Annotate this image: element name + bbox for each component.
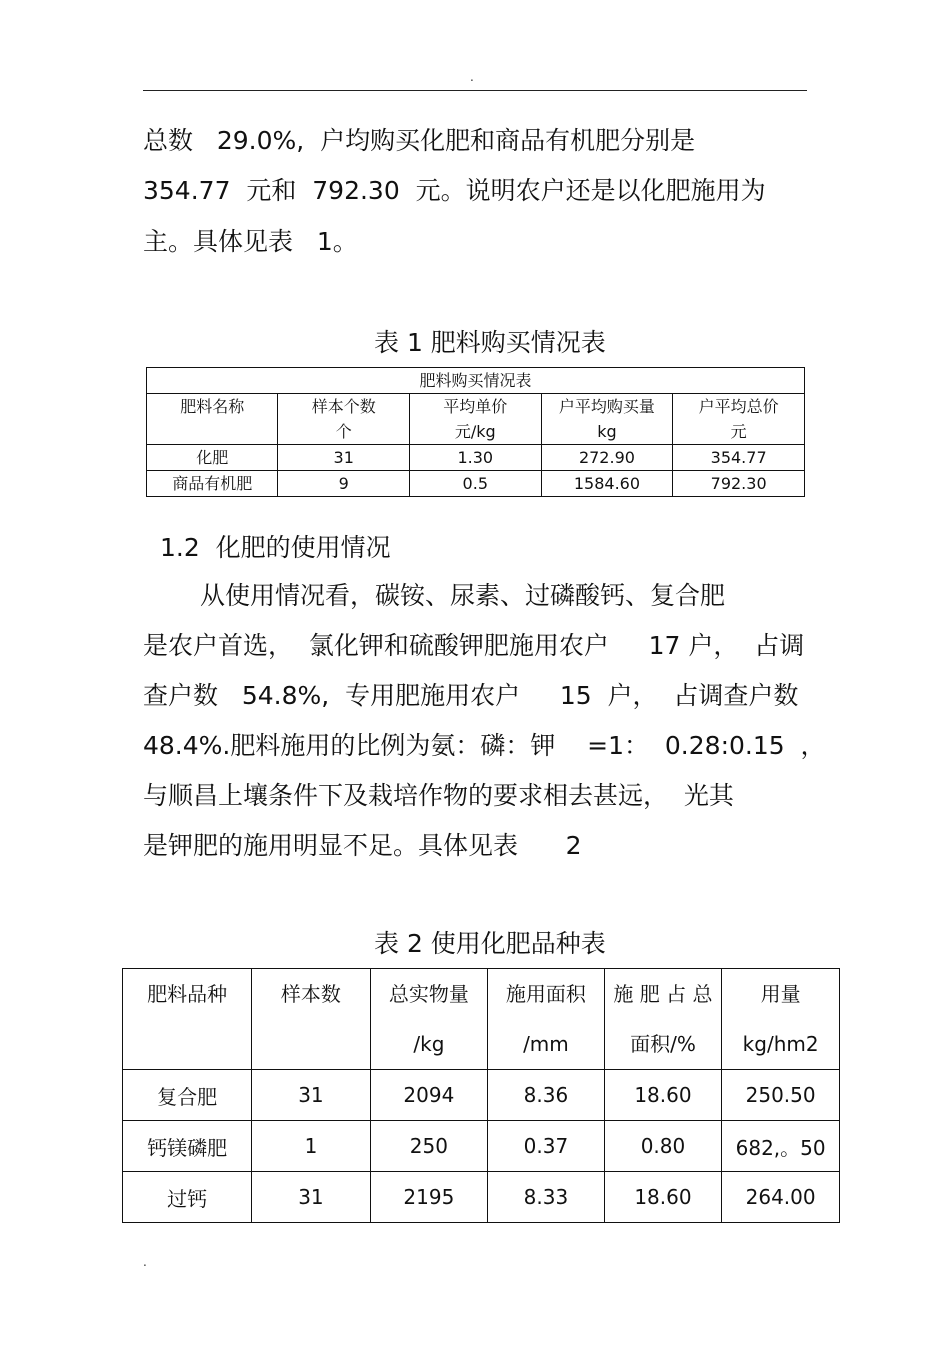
table1-caption: 表 1 肥料购买情况表 xyxy=(374,328,606,357)
table-row xyxy=(123,1070,840,1121)
section-heading: 1.2 化肥的使用情况 xyxy=(160,533,391,562)
table-cell: 8.36 xyxy=(488,1070,605,1121)
table-cell: 钙镁磷肥 xyxy=(123,1121,252,1172)
intro-line-3: 主。具体见表 1。 xyxy=(143,227,358,256)
table-row xyxy=(123,1121,840,1172)
header-rule xyxy=(143,90,807,91)
table-cell: 过钙 xyxy=(123,1172,252,1223)
table-cell: 0.5 xyxy=(409,471,541,497)
header-mark: . xyxy=(470,70,474,84)
body-line-6: 是钾肥的施用明显不足。具体见表 2 xyxy=(143,831,582,860)
table-cell: 1584.60 xyxy=(541,471,673,497)
table2-header-cell: 肥料品种 xyxy=(123,969,252,1070)
table-cell: 复合肥 xyxy=(123,1070,252,1121)
body-line-4: 48.4%.肥料施用的比例为氨：磷：钾 =1： 0.28:0.15 ， xyxy=(143,731,826,760)
table-cell: 250.50 xyxy=(722,1070,840,1121)
table-cell: 化肥 xyxy=(147,445,278,471)
body-line-3: 查户数 54.8%, 专用肥施用农户 15 户， 占调查户数 xyxy=(143,681,799,710)
table1-header-row xyxy=(147,394,805,445)
table-cell: 2195 xyxy=(370,1172,488,1223)
table-cell: 31 xyxy=(278,445,410,471)
table2-header-cell: 施 肥 占 总 面积/% xyxy=(604,969,722,1070)
table2-header-row xyxy=(123,969,840,1070)
footer-mark: . xyxy=(143,1255,147,1269)
table1-title: 肥料购买情况表 xyxy=(147,368,805,394)
table-cell: 2094 xyxy=(370,1070,488,1121)
table-cell: 商品有机肥 xyxy=(147,471,278,497)
table2-header-cell: 样本数 xyxy=(252,969,370,1070)
table-cell: 250 xyxy=(370,1121,488,1172)
table-cell: 272.90 xyxy=(541,445,673,471)
table-cell: 18.60 xyxy=(604,1070,722,1121)
table2-caption: 表 2 使用化肥品种表 xyxy=(374,929,606,958)
table-cell: 354.77 xyxy=(673,445,805,471)
table-cell: 682,。50 xyxy=(722,1121,840,1172)
table2-header-cell: 用量 kg/hm2 xyxy=(722,969,840,1070)
body-line-2: 是农户首选， 氯化钾和硫酸钾肥施用农户 17 户， 占调 xyxy=(143,631,805,660)
table-row xyxy=(123,1172,840,1223)
fertilizer-variety-table xyxy=(122,968,840,1223)
table1-header-cell: 户平均总价 元 xyxy=(673,394,805,445)
table1-header-cell: 肥料名称 xyxy=(147,394,278,445)
table2-header-cell: 总实物量 /kg xyxy=(370,969,488,1070)
table-cell: 0.37 xyxy=(488,1121,605,1172)
table-cell: 264.00 xyxy=(722,1172,840,1223)
body-line-5: 与顺昌上壤条件下及栽培作物的要求相去甚远， 光其 xyxy=(143,781,734,810)
table1-header-cell: 平均单价 元/kg xyxy=(409,394,541,445)
table-cell: 1.30 xyxy=(409,445,541,471)
table2-header-cell: 施用面积 /mm xyxy=(488,969,605,1070)
table-cell: 31 xyxy=(252,1070,370,1121)
intro-line-2: 354.77 元和 792.30 元。说明农户还是以化肥施用为 xyxy=(143,176,766,205)
intro-line-1: 总数 29.0%, 户均购买化肥和商品有机肥分别是 xyxy=(143,126,696,155)
table-cell: 1 xyxy=(252,1121,370,1172)
fertilizer-purchase-table xyxy=(146,367,805,497)
table-cell: 0.80 xyxy=(604,1121,722,1172)
table-cell: 31 xyxy=(252,1172,370,1223)
table-cell: 792.30 xyxy=(673,471,805,497)
table1-header-cell: 样本个数 个 xyxy=(278,394,410,445)
table-cell: 18.60 xyxy=(604,1172,722,1223)
body-line-1: 从使用情况看，碳铵、尿素、过磷酸钙、复合肥 xyxy=(200,581,726,610)
table-row xyxy=(147,445,805,471)
table-cell: 8.33 xyxy=(488,1172,605,1223)
table-cell: 9 xyxy=(278,471,410,497)
table-row xyxy=(147,471,805,497)
table1-header-cell: 户平均购买量 kg xyxy=(541,394,673,445)
